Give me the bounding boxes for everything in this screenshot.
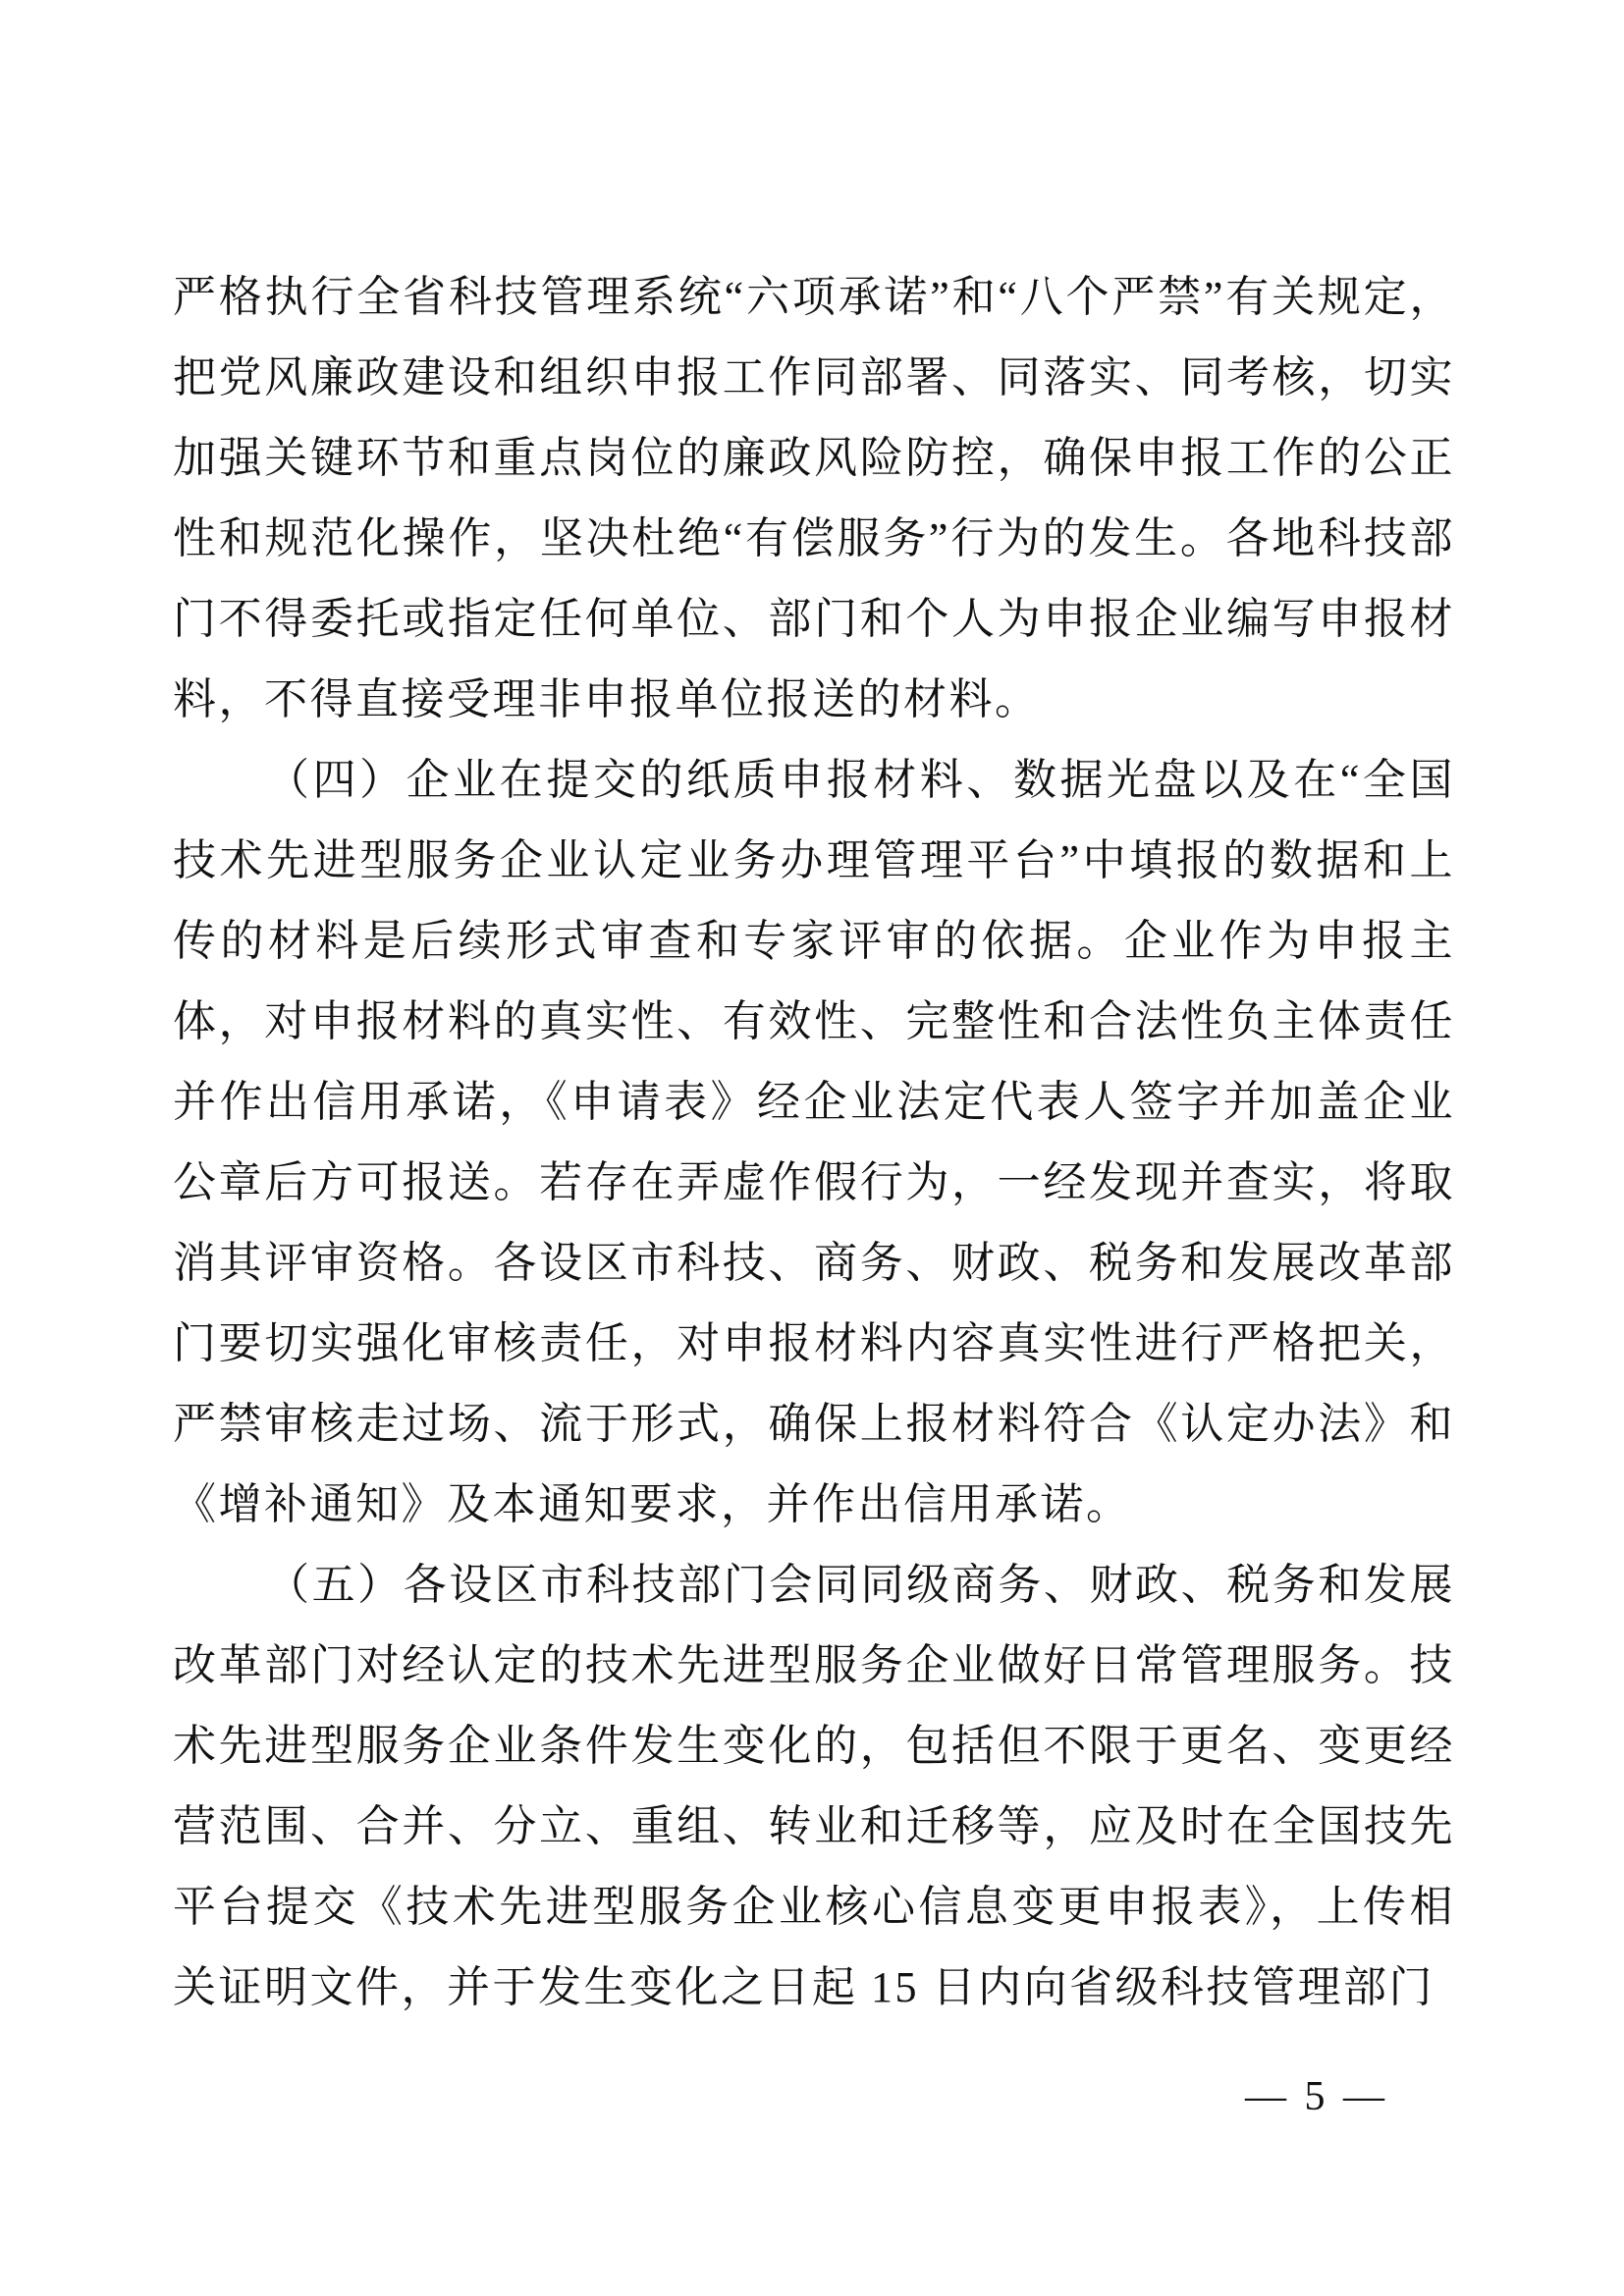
body-paragraph: （四）企业在提交的纸质申报材料、数据光盘以及在“全国技术先进型服务企业认定业务办理管理平台”中填报的数据和上传的材料是后续形式审查和专家评审的依据。企业作为申报主体，对申报材料的真实性、有效性、完整性和合法性负主体责任并作出信用承诺，《申请表》经企业法定代表人签字并加盖企业公章后方可报送。若存在弄虚作假行为，一经发现并查实，将取消其评审资格。各设区市科技、商务、财政、税务和发展改革部门要切实强化审核责任，对申报材料内容真实性进行严格把关，严禁审核走过场、流于形式，确保上报材料符合《认定办法》和《增补通知》及本通知要求，并作出信用承诺。 <box>173 756 1455 1528</box>
body-text <box>173 257 1455 2028</box>
page-number: — 5 — <box>1245 2074 1388 2119</box>
body-paragraph: 严格执行全省科技管理系统“六项承诺”和“八个严禁”有关规定，把党风廉政建设和组织申报工作同部署、同落实、同考核，切实加强关键环节和重点岗位的廉政风险防控，确保申报工作的公正性和规范化操作，坚决杜绝“有偿服务”行为的发生。各地科技部门不得委托或指定任何单位、部门和个人为申报企业编写申报材料，不得直接受理非申报单位报送的材料。 <box>173 273 1455 723</box>
body-paragraph: （五）各设区市科技部门会同同级商务、财政、税务和发展改革部门对经认定的技术先进型服务企业做好日常管理服务。技术先进型服务企业条件发生变化的，包括但不限于更名、变更经营范围、合并、分立、重组、转业和迁移等，应及时在全国技先平台提交《技术先进型服务企业核心信息变更申报表》，上传相关证明文件，并于发生变化之日起 15 日内向省级科技管理部门 <box>173 1561 1455 2011</box>
